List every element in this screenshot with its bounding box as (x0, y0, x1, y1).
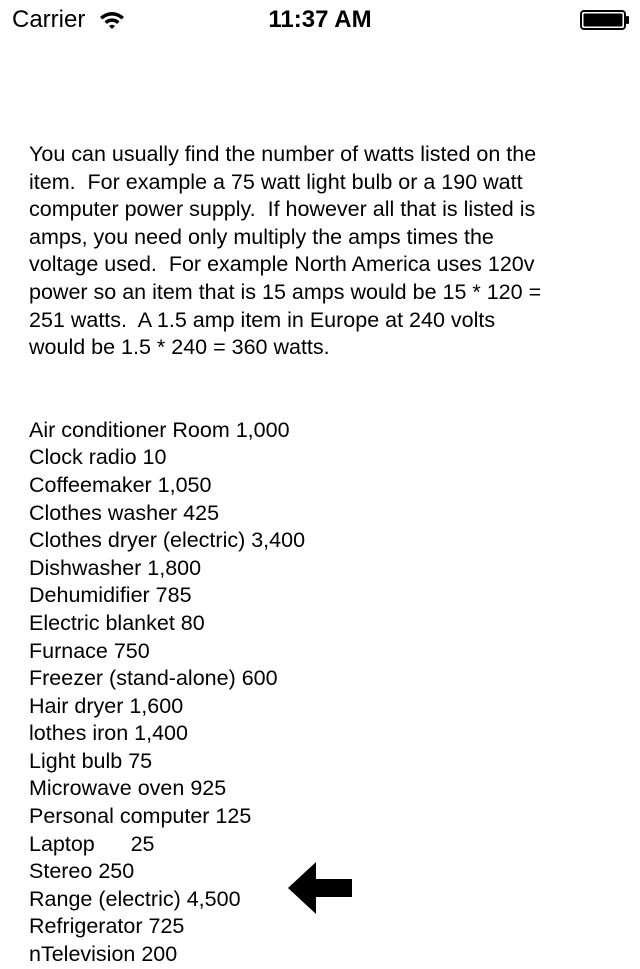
intro-line: voltage used. For example North America uses 120v (29, 252, 535, 277)
intro-line: power so an item that is 15 amps would be 15 * 120 = (29, 279, 542, 304)
list-item: lothes iron 1,400 (29, 721, 188, 746)
list-item: Electric blanket 80 (29, 610, 205, 635)
back-arrow-icon[interactable] (288, 862, 354, 914)
list-item: Furnace 750 (29, 638, 150, 663)
battery-icon (580, 10, 630, 30)
list-item: Laptop 25 (29, 831, 155, 856)
list-item: Clock radio 10 (29, 445, 167, 470)
list-item: Clothes dryer (electric) 3,400 (29, 528, 306, 553)
list-item: Microwave oven 925 (29, 776, 227, 801)
list-item: Coffeemaker 1,050 (29, 472, 212, 497)
list-item: Stereo 250 (29, 859, 135, 884)
list-item: Freezer (stand-alone) 600 (29, 666, 278, 691)
intro-line: 251 watts. A 1.5 amp item in Europe at 240 volts (29, 307, 496, 332)
list-item: Personal computer 125 (29, 804, 252, 829)
list-item: Hair dryer 1,600 (29, 693, 184, 718)
scroll-content[interactable] (29, 141, 619, 969)
list-item: Range (electric) 4,500 (29, 886, 241, 911)
intro-line: computer power supply. If however all that is listed is (29, 197, 536, 222)
carrier-label: Carrier (12, 6, 86, 33)
intro-paragraph (29, 141, 619, 362)
intro-line: amps, you need only multiply the amps times the (29, 224, 494, 249)
list-item: Dishwasher 1,800 (29, 555, 202, 580)
intro-line: item. For example a 75 watt light bulb or a 190 watt (29, 169, 523, 194)
list-item: Clothes washer 425 (29, 500, 220, 525)
list-item: Refrigerator 725 (29, 914, 185, 939)
intro-line: would be 1.5 * 240 = 360 watts. (29, 335, 330, 360)
list-item: Air conditioner Room 1,000 (29, 417, 290, 442)
status-time: 11:37 AM (268, 6, 372, 33)
intro-line: You can usually find the number of watts listed on the (29, 142, 537, 166)
list-item: Dehumidifier 785 (29, 583, 192, 608)
list-item: nTelevision 200 (29, 942, 178, 967)
status-bar (0, 0, 640, 40)
list-item: Light bulb 75 (29, 748, 153, 773)
spacer (29, 362, 619, 417)
